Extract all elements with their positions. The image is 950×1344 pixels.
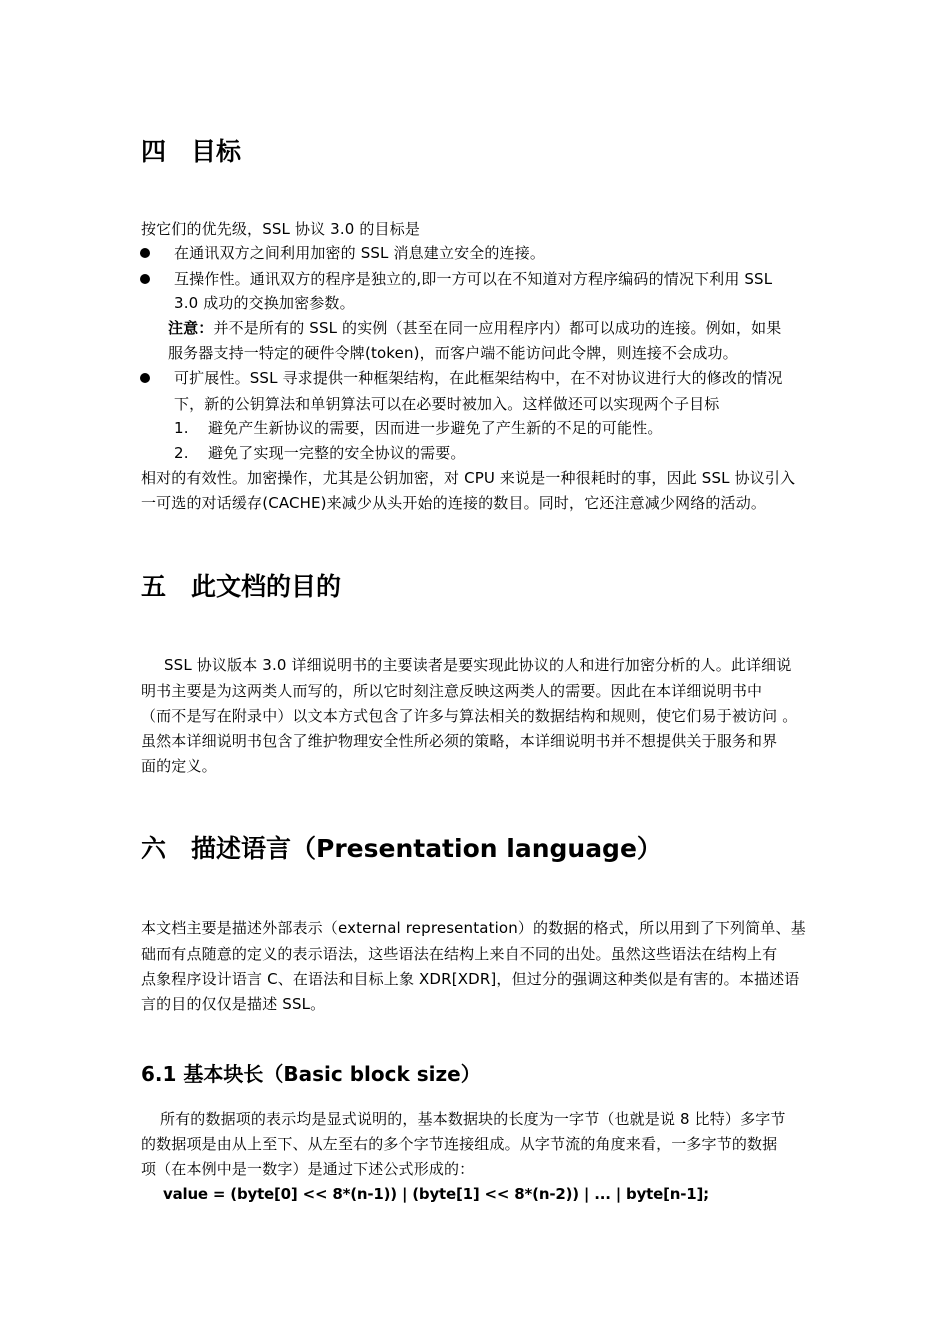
section-6-heading: [141, 833, 662, 865]
section-5-line-1: SSL 协议版本 3.0 详细说明书的主要读者是要实现此协议的人和进行加密分析的人。此详细说: [164, 656, 792, 674]
section-4-title: 目标: [191, 137, 242, 166]
section-5-line-3: （而不是写在附录中）以文本方式包含了许多与算法相关的数据结构和规则，使它们易于被访问 。: [141, 707, 798, 725]
goal-bullet-1: 在通讯双方之间利用加密的 SSL 消息建立安全的连接。: [174, 244, 545, 262]
section-5-line-2: 明书主要是为这两类人而写的，所以它时刻注意反映这两类人的需要。因此在本详细说明书中: [141, 682, 763, 700]
note-line-1: [168, 318, 781, 338]
section-5-number: 五: [141, 572, 167, 601]
goal-bullet-2-line-2: 3.0 成功的交换加密参数。: [174, 294, 355, 312]
section-4-intro: 按它们的优先级，SSL 协议 3.0 的目标是: [141, 220, 421, 238]
section-6-line-3: 点象程序设计语言 C、在语法和目标上象 XDR[XDR]，但过分的强调这种类似是有害的。本描述语: [141, 970, 800, 988]
section-6-number: 六: [141, 834, 167, 863]
section-5-title: 此文档的目的: [191, 572, 342, 601]
sub-goal-2: [174, 443, 466, 463]
sub-goal-1-number: 1.: [174, 419, 189, 437]
section-6-1-heading: 6.1 基本块长（Basic block size）: [141, 1062, 481, 1086]
bullet-dot-icon: [140, 248, 150, 258]
section-4-number: 四: [141, 137, 167, 166]
efficiency-line-1: 相对的有效性。加密操作，尤其是公钥加密，对 CPU 来说是一种很耗时的事，因此 SSL 协议引入: [141, 469, 796, 487]
goal-bullet-3-line-2: 下，新的公钥算法和单钥算法可以在必要时被加入。这样做还可以实现两个子目标: [174, 395, 720, 413]
efficiency-line-2: 一可选的对话缓存(CACHE)来减少从头开始的连接的数目。同时，它还注意减少网络的活动。: [141, 494, 767, 512]
sub-goal-2-text: 避免了实现一完整的安全协议的需要。: [208, 444, 466, 462]
note-line-2: 服务器支持一特定的硬件令牌(token)，而客户端不能访问此令牌，则连接不会成功。: [168, 344, 738, 362]
sub-goal-2-number: 2.: [174, 444, 189, 462]
section-6-1-line-3: 项（在本例中是一数字）是通过下述公式形成的：: [141, 1160, 475, 1178]
section-6-1-line-1: 所有的数据项的表示均是显式说明的，基本数据块的长度为一字节（也就是说 8 比特）多字节: [160, 1110, 786, 1128]
sub-goal-1-text: 避免产生新协议的需要，因而进一步避免了产生新的不足的可能性。: [208, 419, 663, 437]
section-6-line-1: 本文档主要是描述外部表示（external representation）的数据的格式，所以用到了下列简单、基: [141, 919, 806, 937]
section-6-1-line-2: 的数据项是由从上至下、从左至右的多个字节连接组成。从字节流的角度来看，一多字节的数据: [141, 1135, 778, 1153]
section-5-line-5: 面的定义。: [141, 757, 217, 775]
note-label: 注意：: [168, 319, 214, 337]
bullet-dot-icon: [140, 373, 150, 383]
section-6-title: 描述语言（Presentation language）: [191, 834, 662, 863]
section-5-line-4: 虽然本详细说明书包含了维护物理安全性所必须的策略，本详细说明书并不想提供关于服务和界: [141, 732, 778, 750]
section-5-heading: [141, 571, 341, 603]
bullet-dot-icon: [140, 274, 150, 284]
goal-bullet-2-line-1: 互操作性。通讯双方的程序是独立的,即一方可以在不知道对方程序编码的情况下利用 SSL: [174, 270, 773, 288]
goal-bullet-3-line-1: 可扩展性。SSL 寻求提供一种框架结构，在此框架结构中，在不对协议进行大的修改的情况: [174, 369, 783, 387]
section-6-line-2: 础而有点随意的定义的表示语法，这些语法在结构上来自不同的出处。虽然这些语法在结构上有: [141, 945, 778, 963]
note-text-1: 并不是所有的 SSL 的实例（甚至在同一应用程序内）都可以成功的连接。例如，如果: [213, 319, 782, 337]
section-6-line-4: 言的目的仅仅是描述 SSL。: [141, 995, 326, 1013]
value-formula: value = (byte[0] << 8*(n-1)) | (byte[1] << 8*(n-2)) | ... | byte[n-1];: [163, 1185, 709, 1203]
sub-goal-1: [174, 418, 663, 438]
section-4-heading: [141, 136, 241, 168]
